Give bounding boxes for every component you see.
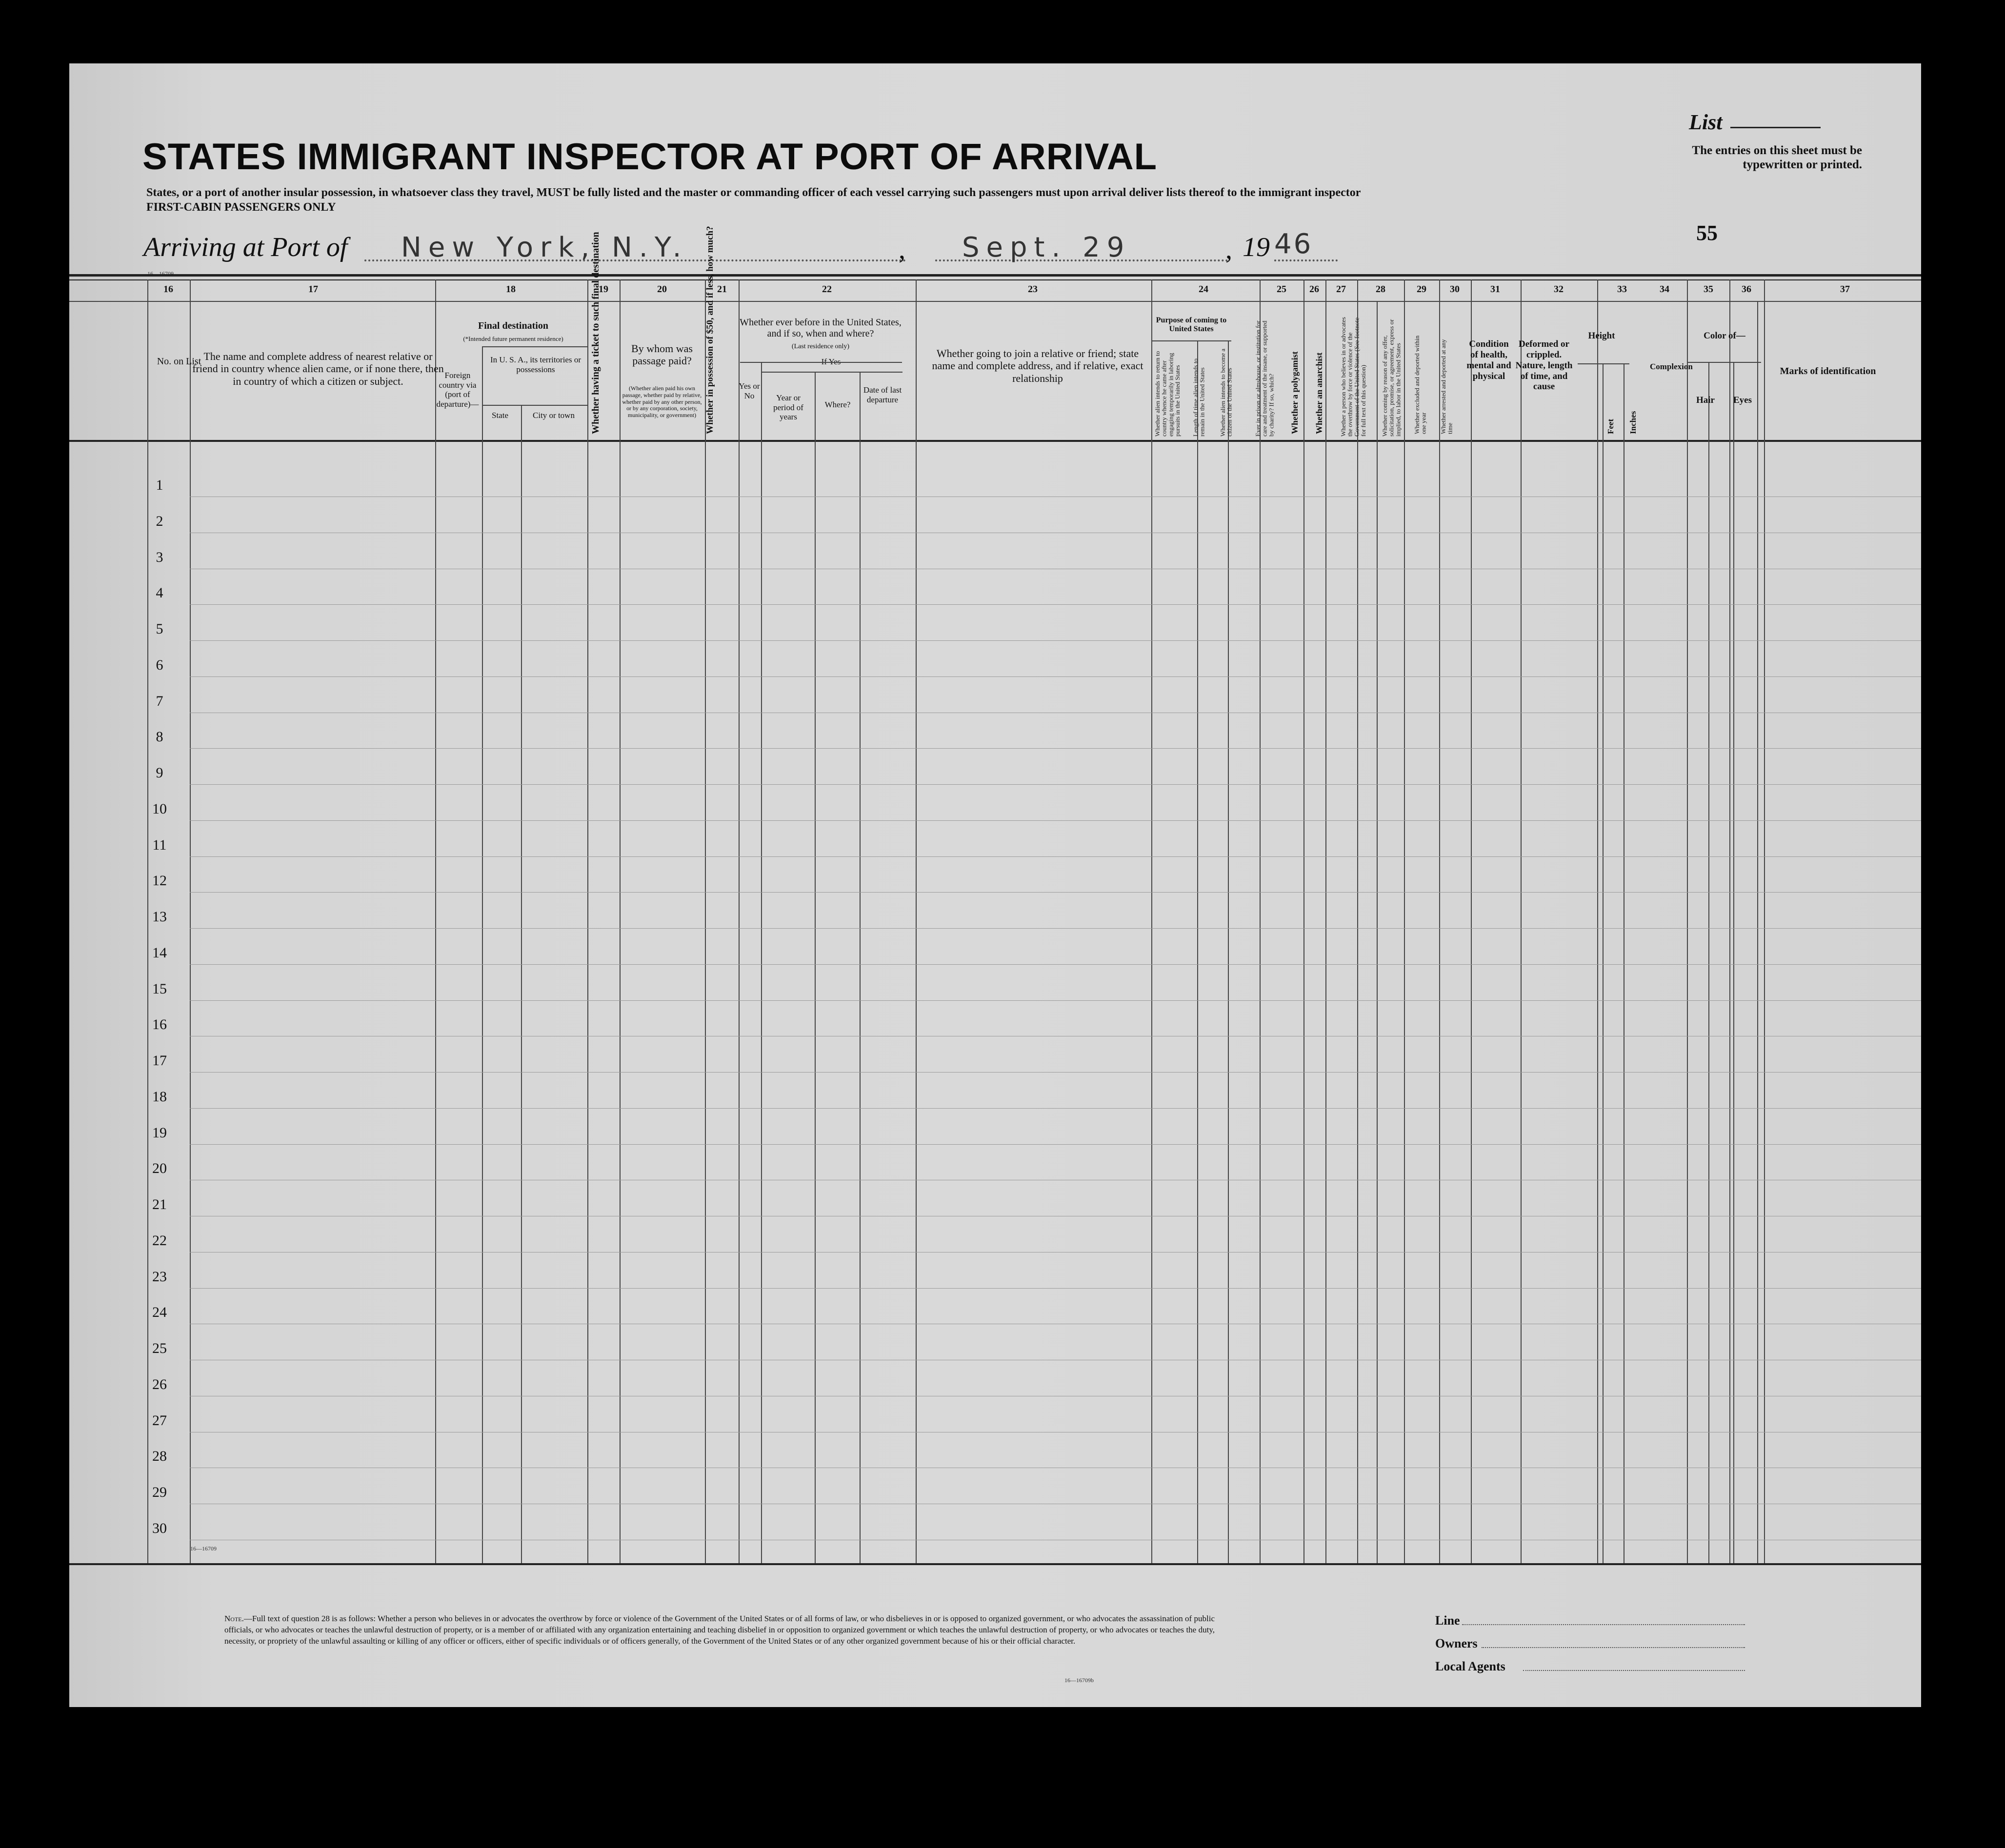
column-number: 34 bbox=[1660, 284, 1669, 295]
col28-header: Whether a person who believes in or advocates the overthrow by force or violence of the Government of the United States (See footnote for full text of this question) bbox=[1340, 317, 1367, 437]
col30-header: Whether excluded and deported within one year bbox=[1413, 335, 1427, 434]
column-number: 33 bbox=[1617, 284, 1627, 295]
col34-inches: Inches bbox=[1628, 411, 1638, 434]
arrival-date: Sept. 29 bbox=[962, 232, 1131, 263]
column-number: 26 bbox=[1309, 284, 1319, 295]
row-number: 16 bbox=[152, 1016, 167, 1033]
local-agents-label: Local Agents bbox=[1435, 1659, 1505, 1673]
row-number: 17 bbox=[152, 1053, 167, 1069]
column-rule bbox=[1708, 362, 1709, 1563]
column-number: 23 bbox=[1028, 284, 1038, 295]
row-number: 9 bbox=[156, 765, 163, 781]
row-rule bbox=[190, 1072, 1921, 1073]
column-number: 18 bbox=[506, 284, 516, 295]
column-rule bbox=[190, 279, 191, 1563]
column-rule bbox=[1228, 340, 1229, 1563]
col16-header: No. on List bbox=[157, 356, 201, 367]
col35-header: Complexion bbox=[1650, 362, 1693, 371]
row-number: 5 bbox=[156, 621, 163, 637]
page-title: STATES IMMIGRANT INSPECTOR AT PORT OF ARRIVAL bbox=[142, 136, 1158, 178]
column-number: 24 bbox=[1199, 284, 1208, 295]
column-rule bbox=[815, 372, 816, 1563]
column-rule bbox=[1471, 279, 1472, 1563]
column-rule bbox=[1357, 279, 1358, 1563]
port-of-arrival: New York, N.Y. bbox=[401, 232, 688, 263]
column-rule bbox=[482, 346, 483, 1563]
row-number: 20 bbox=[152, 1160, 167, 1177]
row-number: 23 bbox=[152, 1268, 167, 1285]
col32-header: Condition of health, mental and physical bbox=[1466, 339, 1511, 381]
row-number: 7 bbox=[156, 693, 163, 709]
col20-header: By whom was passage paid? bbox=[631, 342, 693, 367]
row-rule bbox=[190, 928, 1921, 929]
row-rule bbox=[190, 892, 1921, 893]
row-number: 11 bbox=[152, 836, 167, 853]
form-number-footer: 16—16709b bbox=[1064, 1677, 1094, 1684]
page-number: 55 bbox=[1696, 221, 1718, 245]
column-number: 28 bbox=[1376, 284, 1385, 295]
row-number: 8 bbox=[156, 729, 163, 745]
row-rule bbox=[190, 856, 1921, 857]
row-number: 18 bbox=[152, 1088, 167, 1105]
row-number: 13 bbox=[152, 909, 167, 925]
year-dotted-line bbox=[1274, 259, 1338, 261]
row-rule bbox=[190, 784, 1921, 785]
column-rule bbox=[1764, 279, 1765, 1563]
row-rule bbox=[190, 1144, 1921, 1145]
col18-usa: In U. S. A., its territories or possessions bbox=[490, 355, 581, 374]
row-number: 3 bbox=[156, 549, 163, 565]
col19-header: Whether having a ticket to such final destination bbox=[590, 232, 601, 434]
column-rule bbox=[1197, 340, 1198, 1563]
row-number: 24 bbox=[152, 1304, 167, 1321]
col22-date: Date of last departure bbox=[863, 385, 902, 404]
column-rule bbox=[620, 279, 621, 1563]
column-rule bbox=[1597, 279, 1598, 1563]
header-bottom-rule bbox=[69, 440, 1921, 442]
row-number: 21 bbox=[152, 1196, 167, 1213]
year-suffix: 46 bbox=[1274, 228, 1313, 260]
col27-header: Whether an anarchist bbox=[1314, 352, 1324, 434]
year-prefix: 19 bbox=[1243, 232, 1270, 262]
row-rule bbox=[190, 1288, 1921, 1289]
column-rule bbox=[916, 279, 917, 1563]
col36-hair: Hair bbox=[1696, 395, 1715, 405]
column-rule bbox=[705, 279, 706, 1563]
column-rule bbox=[1603, 363, 1604, 1563]
col24-citizen: Whether alien intends to become a citizen of the United States bbox=[1219, 348, 1233, 437]
row-rule bbox=[190, 604, 1921, 605]
row-rule bbox=[190, 1108, 1921, 1109]
row-number: 30 bbox=[152, 1520, 167, 1536]
column-rule bbox=[1729, 279, 1730, 1563]
col18-subtitle: (*Intended future permanent residence) bbox=[463, 335, 563, 342]
row-rule bbox=[190, 640, 1921, 641]
col18-foreign-country: Foreign country via (port of departure)— bbox=[436, 371, 479, 409]
column-number: 17 bbox=[308, 284, 318, 295]
col22-year: Year or period of years bbox=[773, 393, 803, 422]
column-number: 36 bbox=[1742, 284, 1751, 295]
column-rule bbox=[1404, 279, 1405, 1563]
row-number: 26 bbox=[152, 1376, 167, 1392]
footnote-text: —Full text of question 28 is as follows: Whether a person who believes in or advocates the overthrow by force or violence of the Government of the United States or of all forms of law, or who disbelieves in or is opposed to organized government, or who advocates the assassination of public officials, or who advocates or teaches the unlawful destruction of property, or is a member of or affiliated with any organization entertaining and teaching disbelief in or opposition to organized government or which teaches the unlawful destruction of property, or who advocates or teaches the duty, necessity, or propriety of the unlawful assaulting or killing of any officer or officers, either of specific individuals or of officers generally, of the Government of the United States or of any other organized government because of his or their official character. bbox=[224, 1614, 1215, 1646]
col18-city: City or town bbox=[533, 411, 575, 420]
column-rule bbox=[1439, 279, 1440, 1563]
col22-title: Whether ever before in the United States, and if so, when and where? bbox=[740, 317, 902, 339]
col22-yes-no: Yes or No bbox=[739, 381, 760, 400]
column-rule bbox=[1325, 279, 1326, 1563]
col31-header: Whether arrested and deported at any time bbox=[1440, 339, 1454, 434]
col34-feet: Feet bbox=[1606, 418, 1615, 434]
entries-note: The entries on this sheet must be typewritten or printed. bbox=[1692, 144, 1862, 171]
col26-header: Whether a polygamist bbox=[1290, 351, 1300, 434]
row-number: 15 bbox=[152, 980, 167, 997]
col17-header: The name and complete address of nearest relative or friend in country whence alien came, or if none there, then in country of which a citizen or subject. bbox=[192, 350, 444, 387]
column-rule bbox=[521, 405, 522, 1563]
table-bottom-rule bbox=[69, 1563, 1921, 1565]
row-number: 6 bbox=[156, 656, 163, 673]
local-agents-field bbox=[1523, 1670, 1745, 1671]
column-number: 35 bbox=[1704, 284, 1713, 295]
column-number: 37 bbox=[1840, 284, 1850, 295]
line-label: Line bbox=[1435, 1613, 1460, 1628]
col37-header: Marks of identification bbox=[1780, 366, 1876, 377]
column-rule bbox=[1521, 279, 1522, 1563]
row-rule bbox=[190, 1000, 1921, 1001]
col22-if-yes: If Yes— bbox=[821, 357, 849, 366]
col36-eyes: Eyes bbox=[1733, 395, 1752, 405]
col24-length: Length of time alien intends to remain in the United States bbox=[1192, 358, 1206, 437]
row-number: 4 bbox=[156, 585, 163, 601]
instruction-text: States, or a port of another insular possession, in whatsoever class they travel, MUST be fully listed and the master or commanding officer of each vessel carrying such passengers must upon arrival deliver lists thereof to the immigrant inspector bbox=[146, 186, 1361, 199]
form-number-top: 16—16709 bbox=[147, 270, 174, 277]
row-number: 10 bbox=[152, 800, 167, 817]
column-rule bbox=[1377, 301, 1378, 1563]
row-number: 27 bbox=[152, 1412, 167, 1429]
arrival-label: Arriving at Port of bbox=[143, 232, 348, 262]
row-number: 2 bbox=[156, 513, 163, 529]
row-number: 29 bbox=[152, 1484, 167, 1501]
col24-title: Purpose of coming to United States bbox=[1156, 316, 1227, 334]
column-rule bbox=[587, 279, 588, 1563]
col24-return: Whether alien intends to return to country whence he came after engaging temporarily in laboring pursuits in the United States bbox=[1154, 351, 1181, 437]
row-rule bbox=[190, 820, 1921, 821]
column-rule bbox=[1260, 279, 1261, 1563]
column-number: 16 bbox=[163, 284, 173, 295]
row-number: 25 bbox=[152, 1340, 167, 1357]
column-rule bbox=[1687, 279, 1688, 1563]
column-rule bbox=[1733, 362, 1734, 1563]
col18-title: Final destination bbox=[478, 320, 548, 331]
col18-state: State bbox=[492, 411, 508, 420]
col23-header: Whether going to join a relative or friend; state name and complete address, and if relative, exact relationship bbox=[932, 347, 1143, 384]
manifest-sheet: STATES IMMIGRANT INSPECTOR AT PORT OF ARRIVAL States, or a port of another insular possession, in whatsoever class they travel, MUST be fully listed and the master or commanding officer of each vessel carrying such passengers must upon arrival deliver lists thereof to the immigrant inspector FIRST-CABIN PASSENGERS ONLY List The entries on this sheet must be typewritten or printed. 55 Arriving at Port of New York, N.Y. , Sept. 29 , 19 46 16—16709 16 17 18 19 20 21 22 23 24 25 26 27 28 29 30 31 32 33 34 35 36 37 No. on List The name and complete address of nearest relative or friend in country whence alien came, or if none there, then in country of which a citizen or subject. Final destination (*Intended future permanent residence) Foreign country via (port of departure)— In U. S. A., its territories or possessions State City or town Whether having a ticket to such final destination By whom was passage paid? (Whether alien paid his own passage, whether paid by relative, whether paid by any other person, or by any corporation, society, municipality, or government) Whether in possession of $50, and if less, how much? Whether ever before in the United States, and if so, when and where? (Last residence only) If Yes— Yes or No Year or period of years Where? Date of last departure Whether going to join a relative or friend; state name and complete address, and if relative, exact relationship Purpose of coming to United States Whether alien intends to return to country whence he came after engaging temporarily in laboring pursuits in the United States Length of time alien intends to remain in the United States Whether alien intends to become a citizen of the United States Ever in prison or almshouse, or institution for care and treatment of the insane, or supported by charity? If so, which? Whether a polygamist Whether an anarchist Whether a person who believes in or advocates the overthrow by force or violence of the Government of the United States (See footnote for full text of this question) Whether coming by reason of any offer, solicitation, promise, or agreement, express or implied, to labor in the United States Whether excluded and deported within one year Whether arrested and deported at any time Condition of health, mental and physical Deformed or crippled. Nature, length of time, and cause Height Feet Inches Complexion Color of— Hair Eyes Marks of identification 1 2 3 4 5 6 7 8 9 10 11 12 13 14 15 16 17 18 19 20 21 22 23 24 25 26 27 28 29 30 16—16709 Note.—Full text of question 28 is as follows: Whether a person who believes in or advocates the overthrow by force or violence of the Government of the United States or of all forms of law, or who disbelieves in or is opposed to organized government, or who advocates the assassination of public officials, or who advocates or teaches the unlawful destruction of property, or is a member of or affiliated with any organization entertaining and teaching disbelief in or opposition to organized government or which teaches the unlawful destruction of property, or who advocates or teaches the duty, necessity, or propriety of the unlawful assaulting or killing of any officer or officers, either of specific individuals or of officers generally, of the Government of the United States or of any other organized government because of his or their official character. 16—16709b Line Owners Local Agents bbox=[69, 63, 1921, 1707]
col20-note: (Whether alien paid his own passage, whether paid by relative, whether paid by any other person, or by any corporation, society, municipality, or government) bbox=[622, 385, 702, 419]
row-rule bbox=[190, 676, 1921, 677]
footnote-label: Note. bbox=[224, 1614, 244, 1623]
column-number: 31 bbox=[1490, 284, 1500, 295]
column-number: 27 bbox=[1336, 284, 1346, 295]
column-number: 21 bbox=[717, 284, 727, 295]
column-number: 20 bbox=[657, 284, 667, 295]
column-rule bbox=[739, 279, 740, 1563]
column-rule bbox=[860, 372, 861, 1563]
row-number: 28 bbox=[152, 1448, 167, 1465]
row-number: 12 bbox=[152, 873, 167, 889]
column-rule bbox=[1151, 279, 1152, 1563]
column-rule bbox=[1303, 279, 1304, 1563]
column-number: 29 bbox=[1417, 284, 1426, 295]
column-rule bbox=[1757, 301, 1758, 1563]
column-number: 32 bbox=[1554, 284, 1564, 295]
col34-header: Height bbox=[1588, 331, 1615, 341]
row-number: 14 bbox=[152, 944, 167, 961]
table-top-rule bbox=[69, 274, 1921, 277]
col22-subtitle: (Last residence only) bbox=[791, 343, 850, 350]
footnote bbox=[224, 1613, 1215, 1647]
list-number-line bbox=[1730, 127, 1821, 128]
row-number: 22 bbox=[152, 1232, 167, 1249]
col25-header: Ever in prison or almshouse, or institution for care and treatment of the insane, or supported by charity? If so, which? bbox=[1254, 320, 1275, 437]
column-number: 30 bbox=[1450, 284, 1460, 295]
column-number: 22 bbox=[822, 284, 832, 295]
column-rule bbox=[761, 362, 762, 1563]
line-field bbox=[1462, 1624, 1745, 1625]
column-number: 19 bbox=[599, 284, 608, 295]
col29-header: Whether coming by reason of any offer, solicitation, promise, or agreement, express or implied, to labor in the United States bbox=[1381, 319, 1402, 437]
col21-header: Whether in possession of $50, and if less, how much? bbox=[705, 226, 715, 434]
row-number: 1 bbox=[156, 477, 163, 493]
owners-label: Owners bbox=[1435, 1636, 1478, 1650]
list-label: List bbox=[1689, 110, 1723, 134]
col36-header: Color of— bbox=[1704, 331, 1745, 341]
column-number: 25 bbox=[1277, 284, 1286, 295]
passenger-class-note: FIRST-CABIN PASSENGERS ONLY bbox=[146, 201, 336, 214]
col33-header: Deformed or crippled. Nature, length of time, and cause bbox=[1515, 339, 1573, 392]
row-rule bbox=[190, 964, 1921, 965]
col22-where: Where? bbox=[824, 400, 851, 409]
column-rule bbox=[435, 279, 436, 1563]
row-rule bbox=[190, 748, 1921, 749]
form-number-bottom: 16—16709 bbox=[190, 1545, 217, 1552]
owners-field bbox=[1482, 1647, 1745, 1648]
row-number: 19 bbox=[152, 1124, 167, 1141]
